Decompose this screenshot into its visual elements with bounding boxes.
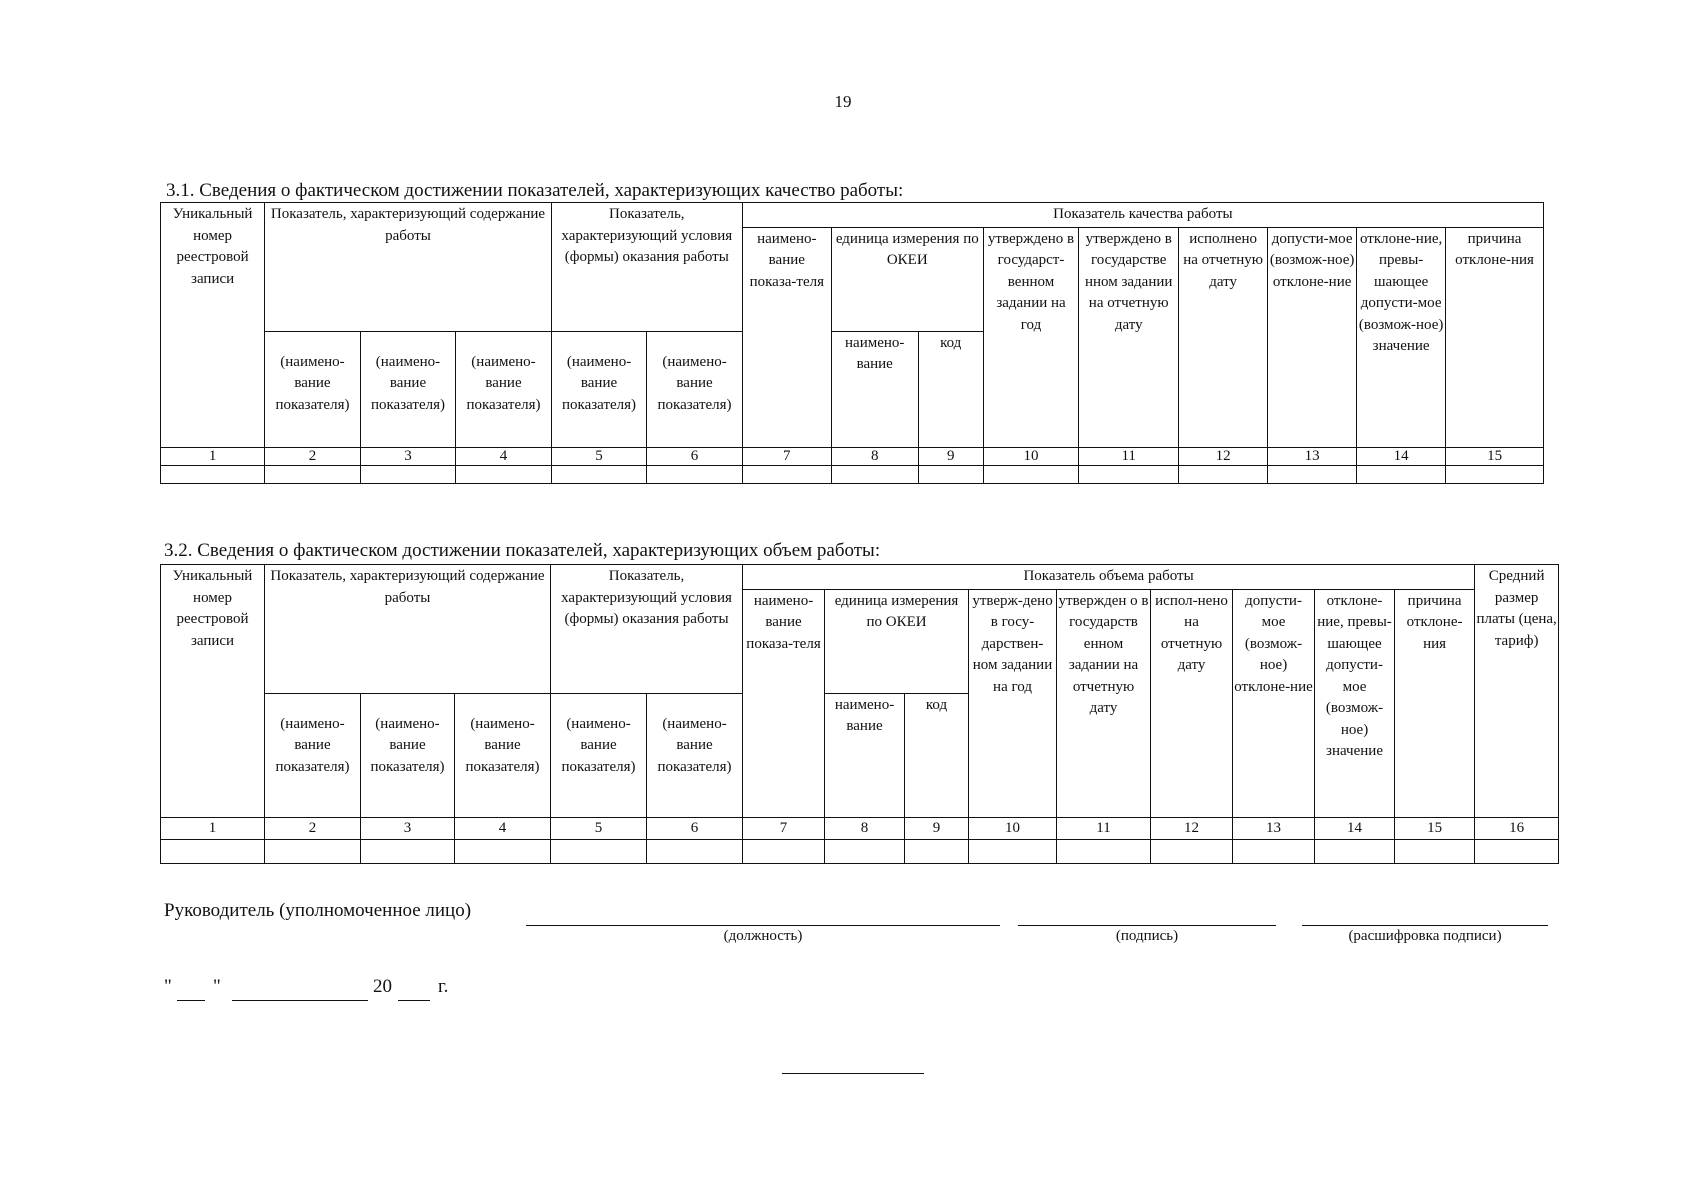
header-approved-date: утвержден о в государств енном задании на отчетную дату — [1057, 589, 1151, 817]
column-number: 8 — [831, 447, 918, 465]
column-number: 1 — [161, 817, 265, 839]
column-number: 4 — [456, 447, 552, 465]
header-sub-name: (наимено-вание показателя) — [265, 693, 361, 817]
column-number: 8 — [825, 817, 905, 839]
header-unit-okei: единица измерения по ОКЕИ — [825, 589, 969, 693]
column-number: 15 — [1395, 817, 1475, 839]
column-number: 2 — [265, 447, 361, 465]
date-quote-close: " — [213, 976, 221, 997]
empty-cell — [1395, 839, 1475, 863]
header-sub-name: (наимено-вание показателя) — [361, 693, 455, 817]
header-sub-name: (наимено-вание показателя) — [647, 693, 743, 817]
column-number: 9 — [905, 817, 969, 839]
empty-cell — [743, 839, 825, 863]
section-title-volume: 3.2. Сведения о фактическом достижении показателей, характеризующих объем работы: — [164, 540, 881, 561]
column-number: 14 — [1315, 817, 1395, 839]
column-number: 11 — [1079, 447, 1179, 465]
header-sub-name: (наимено-вание показателя) — [455, 693, 551, 817]
empty-cell — [918, 465, 983, 483]
header-sub-name: (наимено-вание показателя) — [551, 693, 647, 817]
header-quality-indicator: Показатель качества работы — [742, 203, 1543, 228]
header-deviation-reason: причина отклоне-ния — [1395, 589, 1475, 817]
position-caption: (должность) — [723, 928, 803, 944]
signature-line — [1018, 925, 1276, 926]
header-content-indicator: Показатель, характеризующий содержание работы — [265, 203, 552, 332]
header-unit-code: код — [918, 331, 983, 447]
header-allowed-deviation: допусти-мое (возмож-ное) отклоне-ние — [1268, 227, 1357, 447]
empty-cell — [265, 465, 361, 483]
year-blank — [398, 1000, 430, 1001]
header-unique-record: Уникальный номер реестровой записи — [161, 203, 265, 448]
header-unit-okei: единица измерения по ОКЕИ — [831, 227, 983, 331]
empty-cell — [1179, 465, 1268, 483]
decoding-line — [1302, 925, 1548, 926]
header-allowed-deviation: допусти-мое (возмож-ное) отклоне-ние — [1233, 589, 1315, 817]
empty-cell — [742, 465, 831, 483]
header-sub-name: (наимено-вание показателя) — [360, 331, 456, 447]
day-blank — [177, 1000, 205, 1001]
column-number: 3 — [361, 817, 455, 839]
column-number: 6 — [647, 447, 743, 465]
header-conditions-indicator: Показатель, характеризующий условия (формы) оказания работы — [551, 203, 742, 332]
column-number: 11 — [1057, 817, 1151, 839]
header-approved-year: утверждено в государст-венном задании на год — [983, 227, 1079, 447]
header-sub-name: (наимено-вание показателя) — [265, 331, 361, 447]
signatory-label: Руководитель (уполномоченное лицо) — [164, 900, 472, 921]
header-approved-year: утверж-дено в госу-дарствен-ном задании на год — [969, 589, 1057, 817]
empty-cell — [361, 839, 455, 863]
empty-cell — [1446, 465, 1544, 483]
empty-cell — [1057, 839, 1151, 863]
header-indicator-name: наимено-вание показа-теля — [743, 589, 825, 817]
column-number: 12 — [1151, 817, 1233, 839]
footer-separator — [782, 1073, 924, 1074]
empty-cell — [983, 465, 1079, 483]
empty-cell — [161, 465, 265, 483]
section-title-quality: 3.1. Сведения о фактическом достижении показателей, характеризующих качество работы: — [166, 180, 904, 201]
year-suffix: г. — [438, 976, 449, 997]
column-number: 7 — [742, 447, 831, 465]
column-number: 6 — [647, 817, 743, 839]
empty-cell — [1079, 465, 1179, 483]
empty-cell — [831, 465, 918, 483]
column-number: 13 — [1233, 817, 1315, 839]
quality-table — [160, 202, 1544, 484]
header-deviation-reason: причина отклоне-ния — [1446, 227, 1544, 447]
column-number: 10 — [969, 817, 1057, 839]
empty-cell — [969, 839, 1057, 863]
header-unit-code: код — [905, 693, 969, 817]
header-done: исполнено на отчетную дату — [1179, 227, 1268, 447]
column-number: 14 — [1357, 447, 1446, 465]
header-excess-deviation: отклоне-ние, превы-шающее допусти-мое (возмож-ное) значение — [1315, 589, 1395, 817]
empty-cell — [1151, 839, 1233, 863]
header-done: испол-нено на отчетную дату — [1151, 589, 1233, 817]
column-number: 10 — [983, 447, 1079, 465]
header-volume-indicator: Показатель объема работы — [743, 565, 1475, 590]
volume-table — [160, 564, 1559, 864]
column-number: 12 — [1179, 447, 1268, 465]
header-average-fee: Средний размер платы (цена, тариф) — [1475, 565, 1559, 818]
empty-cell — [455, 839, 551, 863]
empty-cell — [161, 839, 265, 863]
header-indicator-name: наимено-вание показа-теля — [742, 227, 831, 447]
column-number: 15 — [1446, 447, 1544, 465]
empty-cell — [1357, 465, 1446, 483]
empty-cell — [551, 839, 647, 863]
empty-cell — [1475, 839, 1559, 863]
column-number: 2 — [265, 817, 361, 839]
page-number: 19 — [834, 92, 852, 111]
header-conditions-indicator: Показатель, характеризующий условия (формы) оказания работы — [551, 565, 743, 694]
column-number: 9 — [918, 447, 983, 465]
position-line — [526, 925, 1000, 926]
column-number: 7 — [743, 817, 825, 839]
header-approved-date: утверждено в государстве нном задании на отчетную дату — [1079, 227, 1179, 447]
header-sub-name: (наимено-вание показателя) — [647, 331, 743, 447]
column-number: 3 — [360, 447, 456, 465]
empty-cell — [647, 465, 743, 483]
header-unit-name: наимено-вание — [831, 331, 918, 447]
header-sub-name: (наимено-вание показателя) — [551, 331, 647, 447]
empty-cell — [1233, 839, 1315, 863]
year-prefix: 20 — [373, 976, 392, 997]
column-number: 5 — [551, 447, 647, 465]
empty-cell — [825, 839, 905, 863]
header-sub-name: (наимено-вание показателя) — [456, 331, 552, 447]
column-number: 13 — [1268, 447, 1357, 465]
empty-cell — [265, 839, 361, 863]
header-unique-record: Уникальный номер реестровой записи — [161, 565, 265, 818]
empty-cell — [1268, 465, 1357, 483]
column-number: 4 — [455, 817, 551, 839]
empty-cell — [905, 839, 969, 863]
month-blank — [232, 1000, 368, 1001]
empty-cell — [1315, 839, 1395, 863]
date-quote-open: " — [164, 976, 172, 997]
header-unit-name: наимено-вание — [825, 693, 905, 817]
empty-data-row — [161, 839, 1559, 863]
column-number: 1 — [161, 447, 265, 465]
signature-caption: (подпись) — [1115, 928, 1179, 944]
header-content-indicator: Показатель, характеризующий содержание работы — [265, 565, 551, 694]
decoding-caption: (расшифровка подписи) — [1348, 928, 1502, 944]
column-number: 5 — [551, 817, 647, 839]
empty-data-row — [161, 465, 1544, 483]
empty-cell — [647, 839, 743, 863]
empty-cell — [551, 465, 647, 483]
empty-cell — [456, 465, 552, 483]
header-excess-deviation: отклоне-ние, превы-шающее допусти-мое (возмож-ное) значение — [1357, 227, 1446, 447]
empty-cell — [360, 465, 456, 483]
column-number: 16 — [1475, 817, 1559, 839]
